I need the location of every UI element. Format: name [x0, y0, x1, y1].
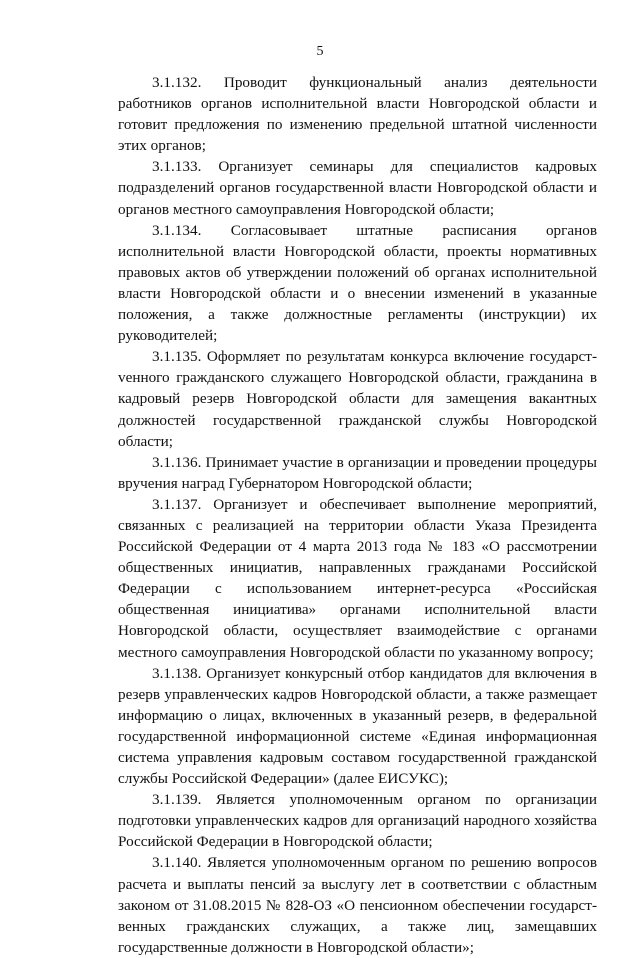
paragraph-3-1-138: 3.1.138. Организует конкурсный отбор кандидатов для включения в резерв управленческих кадров Новгородской области, а также размещает информацию о лицах, включенных в указанный резерв, в федеральной государственной информационной системе «Единая информационная система управления кадровым составом государственной гражданской службы Российской Федерации» (далее ЕИСУКС); [118, 664, 597, 788]
document-body [118, 72, 597, 958]
paragraph-3-1-133: 3.1.133. Организует семинары для специалистов кадровых подразделений органов государственной власти Новгородской области и органов местного самоуправления Новгородской области; [118, 158, 597, 218]
paragraph-3-1-139: 3.1.139. Является уполномоченным органом по организации подготовки управленческих кадров для организаций народного хозяйства Российской Федерации в Новгородской области; [118, 791, 597, 851]
paragraph-3-1-137: 3.1.137. Организует и обеспечивает выполнение мероприятий, связанных с реализацией на территории области Указа Президента Российской Федерации от 4 марта 2013 года № 183 «О рассмотрении общественных инициатив, направленных гражданами Российской Федерации с использованием интернет-ресурса «Российская общественная инициатива» органами исполнительной власти Новгородской области, осуществляет взаимодействие с органами местного самоуправления Новгородской области по указанному вопросу; [118, 495, 597, 661]
paragraph-3-1-135: 3.1.135. Оформляет по результатам конкурса включение государстvенного гражданского служащего Новгородской области, гражданина в кадровый резерв Новгородской области для замещения вакантных должностей государственной гражданской службы Новгородской области; [118, 348, 597, 450]
paragraph-3-1-140: 3.1.140. Является уполномоченным органом по решению вопросов расчета и выплаты пенсий за выслугу лет в соответствии с областным законом от 31.08.2015 № 828-ОЗ «О пенсионном обеспечении государственных гражданских служащих, а также лиц, замещавших государственные должности в Новгородской области»; [118, 854, 597, 956]
page-number: 5 [316, 44, 324, 59]
paragraph-3-1-132: 3.1.132. Проводит функциональный анализ деятельности работников органов исполнительной власти Новгородской области и готовит предложения по изменению предельной штатной численности этих органов; [118, 74, 597, 155]
paragraph-3-1-136: 3.1.136. Принимает участие в организации и проведении процедуры вручения наград Губернатором Новгородской области; [118, 453, 597, 492]
paragraph-3-1-134: 3.1.134. Согласовывает штатные расписания органов исполнительной власти Новгородской области, проекты нормативных правовых актов об утверждении положений об органах исполнительной власти Новгородской области и о внесении изменений в указанные положения, а также должностные регламенты (инструкции) их руководителей; [118, 221, 597, 345]
